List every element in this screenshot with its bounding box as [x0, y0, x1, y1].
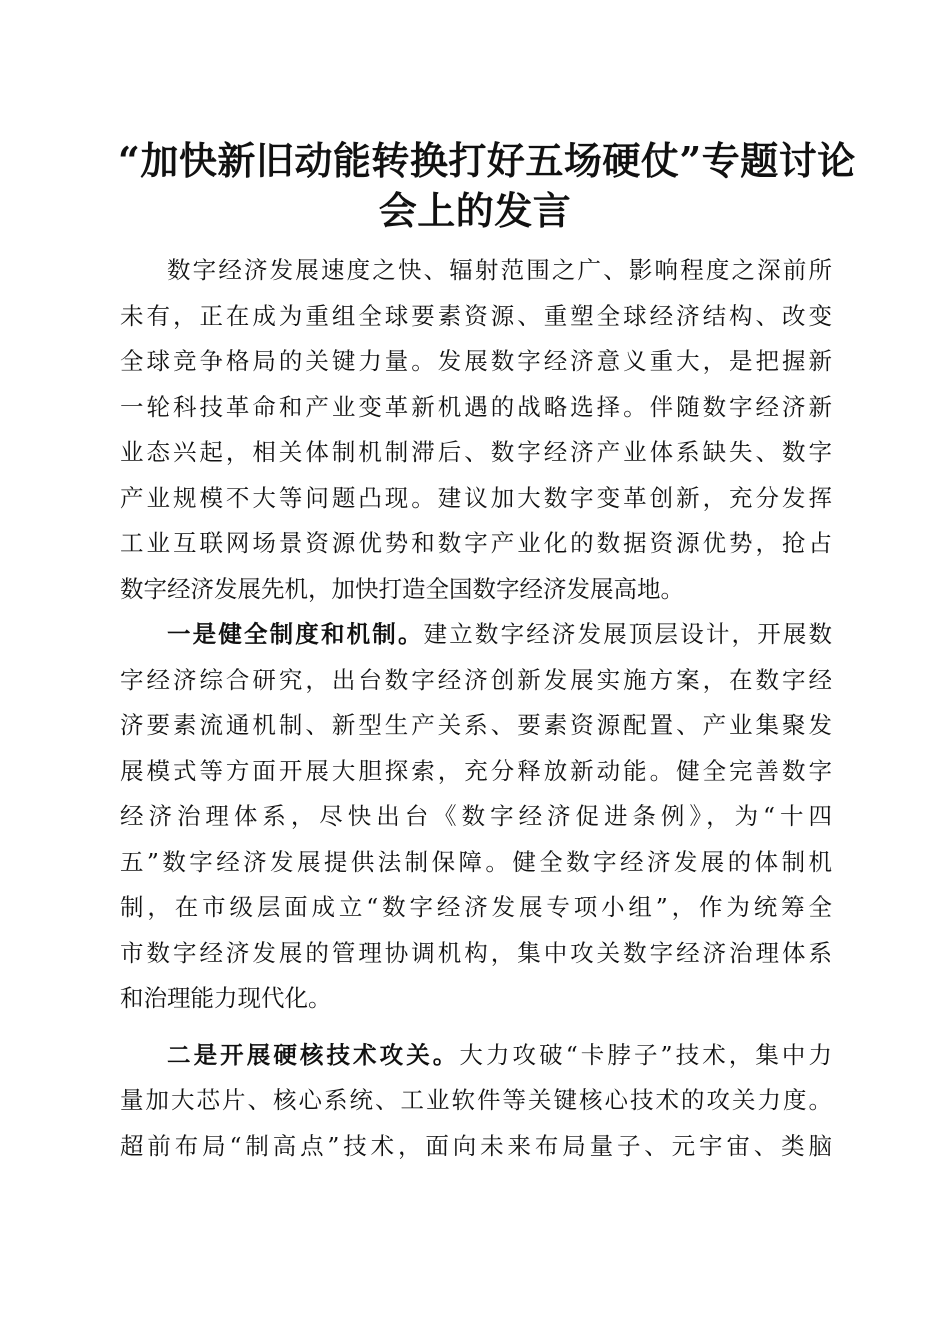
document-body — [120, 248, 832, 1169]
paragraph-lead: 一是健全制度和机制。 — [167, 620, 424, 648]
paragraph-point-1 — [120, 612, 832, 1022]
text-line: 数字经济发展先机，加快打造全国数字经济发展高地。 — [120, 574, 684, 603]
text-line: 一轮科技革命和产业变革新机遇的战略选择。伴随数字经济新 — [120, 392, 832, 421]
paragraph-point-2 — [120, 1033, 832, 1170]
paragraph-gap — [120, 1022, 832, 1033]
document-title — [118, 136, 856, 236]
title-line-2: 会上的发言 — [378, 188, 572, 233]
paragraph-intro — [120, 248, 832, 612]
text-line: 市数字经济发展的管理协调机构，集中攻关数字经济治理体系 — [120, 938, 832, 967]
text-line: 全球竞争格局的关键力量。发展数字经济意义重大，是把握新 — [120, 347, 832, 375]
text-line: 和治理能力现代化。 — [120, 984, 332, 1012]
text-line-with-lead — [120, 1033, 832, 1079]
text-line: 字经济综合研究，出台数字经济创新发展实施方案，在数字经 — [120, 665, 832, 694]
text-line: 量加大芯片、核心系统、工业软件等关键核心技术的攻关力度。 — [120, 1086, 832, 1114]
text-line: 产业规模不大等问题凸现。建议加大数字变革创新，充分发挥 — [120, 483, 832, 512]
title-line-1: “加快新旧动能转换打好五场硬仗”专题讨论 — [118, 138, 856, 183]
text-line: 经济治理体系，尽快出台《数字经济促进条例》，为“十四 — [120, 802, 832, 830]
paragraph-lead: 二是开展硬核技术攻关。 — [167, 1040, 460, 1069]
text-line: 未有，正在成为重组全球要素资源、重塑全球经济结构、改变 — [120, 301, 832, 330]
text-line: 五”数字经济发展提供法制保障。健全数字经济发展的体制机 — [120, 847, 832, 876]
text-line: 工业互联网场景资源优势和数字产业化的数据资源优势，抢占 — [120, 529, 832, 557]
text-line-with-lead — [120, 612, 832, 658]
text-line: 建立数字经济发展顶层设计，开展数 — [423, 620, 833, 648]
text-line: 大力攻破“卡脖子”技术，集中力 — [459, 1040, 833, 1069]
text-line: 展模式等方面开展大胆探索，充分释放新动能。健全完善数字 — [120, 756, 832, 785]
text-line: 制，在市级层面成立“数字经济发展专项小组”，作为统筹全 — [120, 893, 832, 921]
text-line: 数字经济发展速度之快、辐射范围之广、影响程度之深前所 — [167, 256, 832, 284]
text-line: 超前布局“制高点”技术，面向未来布局量子、元宇宙、类脑 — [120, 1131, 832, 1160]
text-line: 业态兴起，相关体制机制滞后、数字经济产业体系缺失、数字 — [120, 438, 832, 466]
text-line: 济要素流通机制、新型生产关系、要素资源配置、产业集聚发 — [120, 711, 832, 739]
